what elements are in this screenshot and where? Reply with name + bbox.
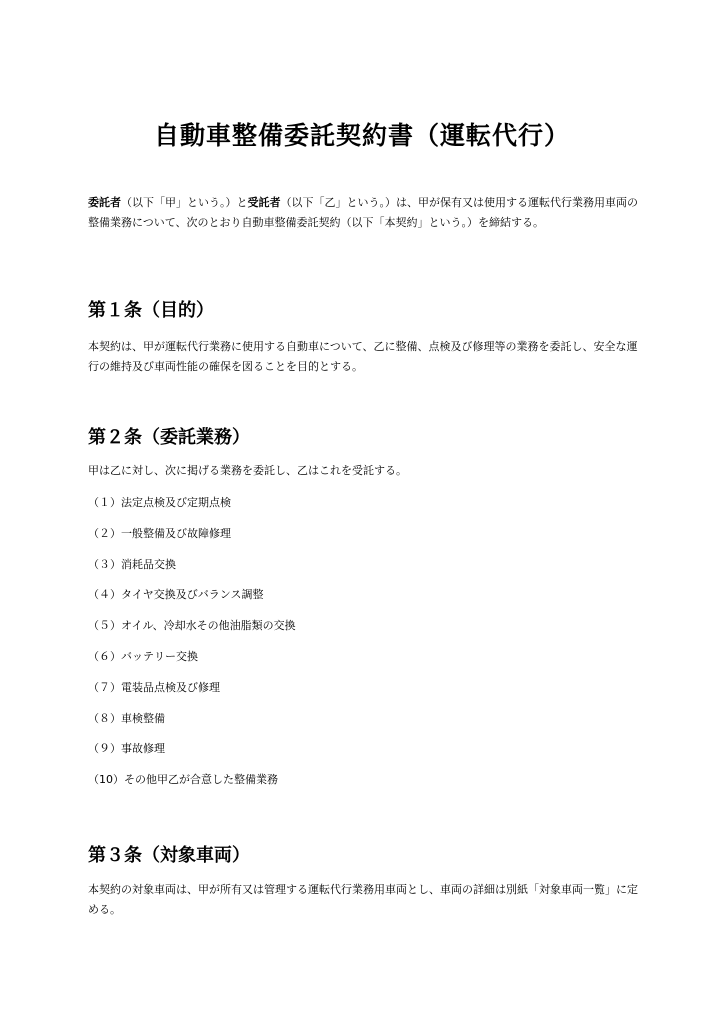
list-item: （６）バッテリー交換 [88, 649, 198, 663]
intro-paragraph [88, 193, 648, 233]
article-3-body: 本契約の対象車両は、甲が所有又は管理する運転代行業務用車両とし、車両の詳細は別紙「対象車両一覧」に定める。 [88, 883, 638, 916]
list-item: （４）タイヤ交換及びバランス調整 [88, 588, 264, 602]
list-item: （９）事故修理 [88, 742, 165, 756]
list-item: （３）消耗品交換 [88, 557, 176, 571]
list-item: （８）車検整備 [88, 711, 165, 725]
list-item: （２）一般整備及び故障修理 [88, 526, 231, 540]
list-item: （５）オイル、冷却水その他油脂類の交換 [88, 619, 296, 633]
article-2-body: 甲は乙に対し、次に掲げる業務を委託し、乙はこれを受託する。 [88, 464, 407, 477]
service-list [88, 493, 648, 801]
intro-text-1: （以下「甲」という。）と [121, 196, 248, 209]
list-item: （１）法定点検及び定期点検 [88, 496, 231, 509]
entrustor-label: 委託者 [88, 196, 121, 209]
article-1-heading: 第１条（目的） [88, 300, 214, 321]
article-3-heading: 第３条（対象車両） [88, 845, 250, 866]
article-2-heading: 第２条（委託業務） [88, 427, 250, 448]
list-item: （７）電装品点検及び修理 [88, 680, 220, 694]
contractor-label: 受託者 [247, 196, 281, 209]
article-1-body: 本契約は、甲が運転代行業務に使用する自動車について、乙に整備、点検及び修理等の業務を委託し、安全な運行の維持及び車両性能の確保を図ることを目的とする。 [88, 340, 638, 373]
intro-text-2: （以下「乙」という。）は、甲が保有又は使用する運転代行業務用車両の整備業務について、次のとおり自動車整備委託契約（以下「本契約」という。）を締結する。 [88, 196, 638, 229]
document-title: 自動車整備委託契約書（運転代行） [153, 121, 570, 150]
list-item: （10）その他甲乙が合意した整備業務 [88, 773, 278, 787]
